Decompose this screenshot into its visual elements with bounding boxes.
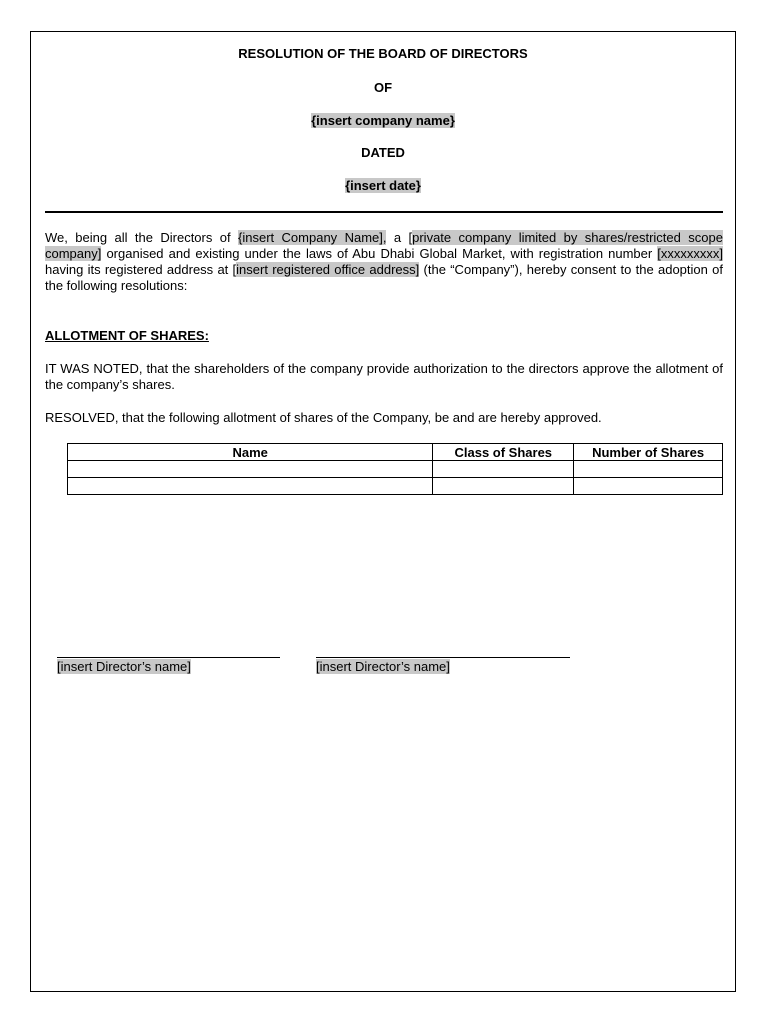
header-name: Name	[68, 444, 433, 461]
company-name-placeholder: {insert company name}	[311, 113, 455, 128]
intro-text-4: having its registered address at [	[45, 262, 237, 277]
intro-paragraph	[45, 230, 723, 294]
table-cell	[574, 461, 723, 478]
company-type-field: private company limited by shares/restricted scope company]	[45, 230, 723, 261]
document-title: RESOLUTION OF THE BOARD OF DIRECTORS	[238, 46, 528, 61]
table-header-row	[68, 444, 723, 461]
signature-line-2	[316, 657, 570, 658]
intro-text-1: We, being all the Directors of	[45, 230, 239, 245]
header-number-of-shares: Number of Shares	[574, 444, 723, 461]
director-name-1-field: [insert Director’s name]	[57, 659, 191, 674]
table-row	[68, 461, 723, 478]
table-cell	[68, 461, 433, 478]
intro-text-2: a [	[386, 230, 413, 245]
allotment-table	[67, 443, 723, 495]
intro-text-5: (the “Company”), hereby consent to the adoption of the following resolutions:	[45, 262, 723, 293]
header-class-of-shares: Class of Shares	[433, 444, 574, 461]
director-name-2	[316, 659, 450, 675]
table-cell	[433, 461, 574, 478]
noted-paragraph: IT WAS NOTED, that the shareholders of the company provide authorization to the directors approve the allotment of the company’s shares.	[45, 361, 723, 392]
signature-line-1	[57, 657, 280, 658]
header-divider	[45, 211, 723, 213]
intro-text-3: organised and existing under the laws of Abu Dhabi Global Market, with registration number	[101, 246, 658, 261]
title-dated: DATED	[361, 145, 405, 160]
title-of: OF	[373, 80, 393, 95]
company-name-field: {insert Company Name],	[238, 230, 387, 245]
director-name-1	[57, 659, 191, 675]
table-cell	[574, 478, 723, 495]
table-row	[68, 478, 723, 495]
table-cell	[68, 478, 433, 495]
registered-address-field: insert registered office address]	[236, 262, 420, 277]
company-name-placeholder-line	[31, 113, 735, 129]
date-placeholder: {insert date}	[345, 178, 421, 193]
table-cell	[433, 478, 574, 495]
registration-number-field: [xxxxxxxxx]	[657, 246, 723, 261]
document-page	[30, 31, 736, 992]
director-name-2-field: [insert Director’s name]	[316, 659, 450, 674]
section-heading: ALLOTMENT OF SHARES:	[45, 328, 209, 343]
resolved-paragraph: RESOLVED, that the following allotment of shares of the Company, be and are hereby approved.	[45, 410, 602, 425]
date-placeholder-line	[31, 178, 735, 194]
